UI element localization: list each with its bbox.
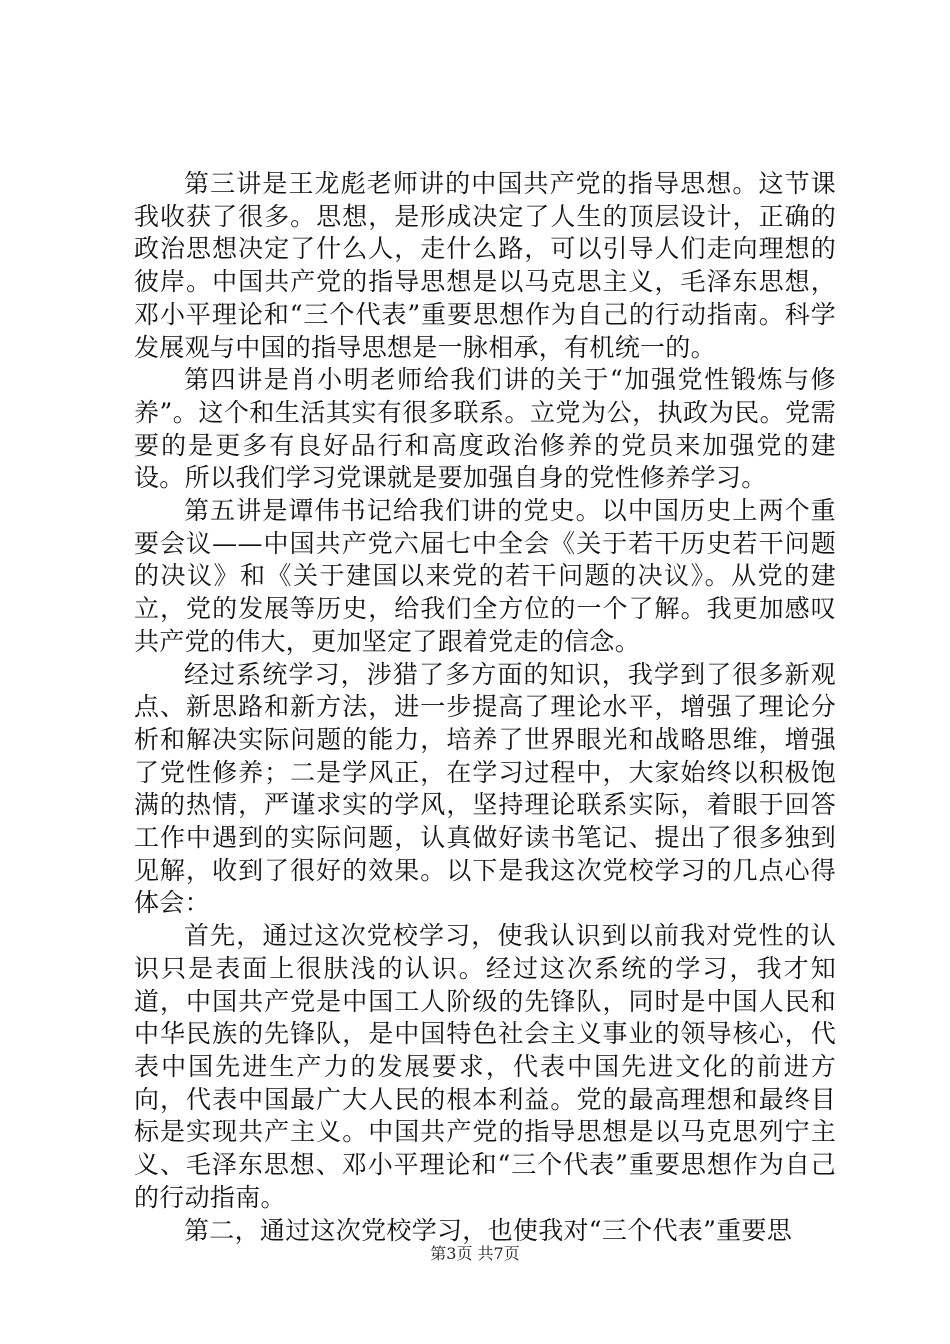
page-footer: 第3页 共7页 <box>430 1244 520 1263</box>
paragraph-study-summary: 经过系统学习，涉猎了多方面的知识，我学到了很多新观点、新思路和新方法，进一步提高了理论水平，增强了理论分析和解决实际问题的能力，培养了世界眼光和战略思维，增强了党性修养；二是学风正，在学习过程中，大家始终以积极饱满的热情，严谨求实的学风，坚持理论联系实际，着眼于回答工作中遇到的实际问题，认真做好读书笔记、提出了很多独到见解，收到了很好的效果。以下是我这次党校学习的几点心得体会： <box>134 659 836 918</box>
paragraph-lecture-5: 第五讲是谭伟书记给我们讲的党史。以中国历史上两个重要会议——中国共产党六届七中全会《关于若干历史若干问题的决议》和《关于建国以来党的若干问题的决议》。从党的建立，党的发展等历史，给我们全方位的一个了解。我更加感叹共产党的伟大，更加坚定了跟着党走的信念。 <box>134 496 836 656</box>
body-text <box>134 168 836 1247</box>
paragraph-lecture-4: 第四讲是肖小明老师给我们讲的关于“加强党性锻炼与修养”。这个和生活其实有很多联系。立党为公，执政为民。党需要的是更多有良好品行和高度政治修养的党员来加强党的建设。所以我们学习党课就是要加强自身的党性修养学习。 <box>134 365 836 493</box>
paragraph-first-insight: 首先，通过这次党校学习，使我认识到以前我对党性的认识只是表面上很肤浅的认识。经过这次系统的学习，我才知道，中国共产党是中国工人阶级的先锋队，同时是中国人民和中华民族的先锋队，是中国特色社会主义事业的领导核心，代表中国先进生产力的发展要求，代表中国先进文化的前进方向，代表中国最广大人民的根本利益。党的最高理想和最终目标是实现共产主义。中国共产党的指导思想是以马克思列宁主义、毛泽东思想、邓小平理论和“三个代表”重要思想作为自己的行动指南。 <box>134 921 836 1212</box>
paragraph-lecture-3: 第三讲是王龙彪老师讲的中国共产党的指导思想。这节课我收获了很多。思想，是形成决定了人生的顶层设计，正确的政治思想决定了什么人，走什么路，可以引导人们走向理想的彼岸。中国共产党的指导思想是以马克思主义，毛泽东思想，邓小平理论和“三个代表”重要思想作为自己的行动指南。科学发展观与中国的指导思想是一脉相承，有机统一的。 <box>134 169 836 362</box>
paragraph-second-insight: 第二，通过这次党校学习，也使我对“三个代表”重要思 <box>184 1215 793 1245</box>
